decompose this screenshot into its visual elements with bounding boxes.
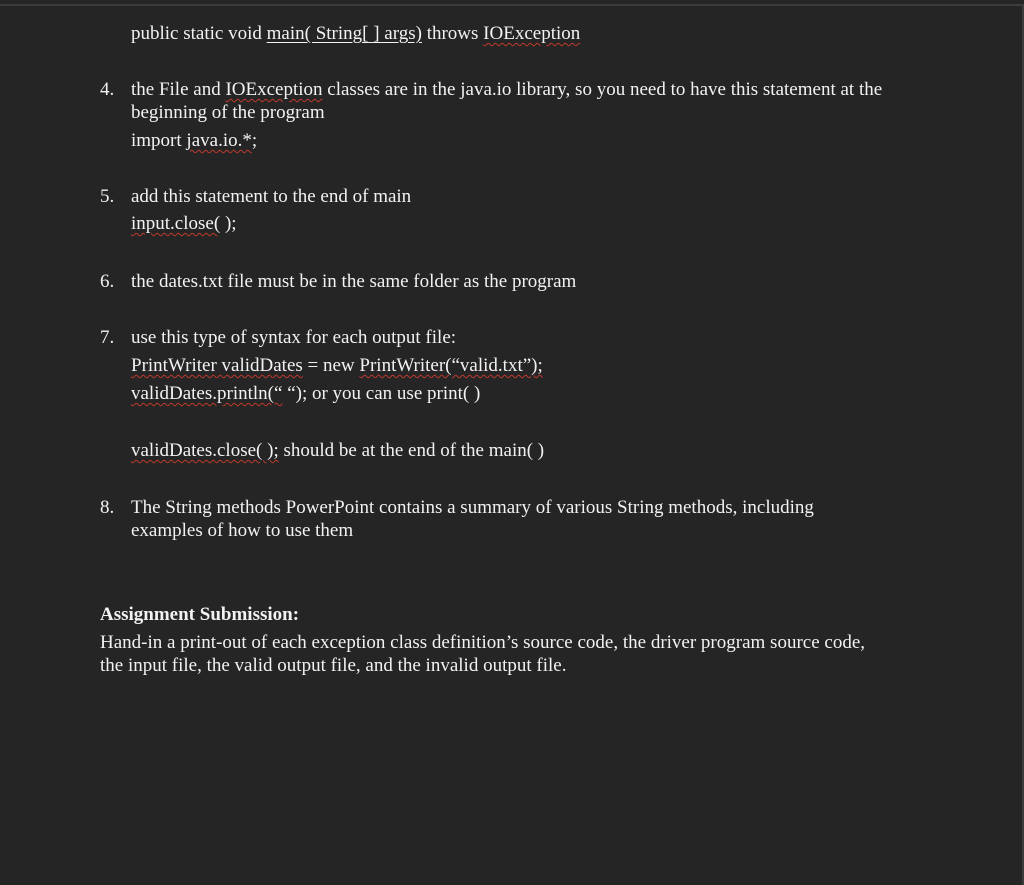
item-number-7: 7. xyxy=(100,327,115,348)
ioexception-text: IOException xyxy=(225,79,323,100)
text: ); xyxy=(220,213,237,234)
text: import xyxy=(131,130,187,151)
code-text: public static void xyxy=(131,23,267,44)
top-border xyxy=(0,4,1024,6)
text: = new xyxy=(302,355,360,376)
import-code-text: java.io.* xyxy=(186,130,252,151)
valid-close-text: validDates.close( ); xyxy=(131,440,279,461)
submission-line-1: Hand-in a print-out of each exception class definition’s source code, the driver program source code, xyxy=(100,632,866,653)
item-7-line-4 xyxy=(131,439,544,462)
item-8-line-1: The String methods PowerPoint contains a summary of various String methods, including xyxy=(131,497,814,518)
main-call-text: main( String[ ] args) xyxy=(266,23,422,44)
println-text: validDates.println(“ xyxy=(131,383,283,404)
code-text: throws xyxy=(421,23,484,44)
item-number-6: 6. xyxy=(100,271,115,292)
item-6-line-1: the dates.txt file must be in the same folder as the program xyxy=(131,271,577,292)
submission-line-2: the input file, the valid output file, and the invalid output file. xyxy=(100,655,567,676)
text: the File and xyxy=(131,79,226,100)
text: “); or you can use print( ) xyxy=(282,383,481,404)
text: ; xyxy=(251,130,258,151)
item-8-line-2: examples of how to use them xyxy=(131,520,354,541)
text: should be at the end of the main( ) xyxy=(278,440,545,461)
item-4-line-2: beginning of the program xyxy=(131,102,325,123)
item-7-line-3 xyxy=(131,382,480,405)
item-4-line-3 xyxy=(131,129,257,152)
submission-heading: Assignment Submission: xyxy=(100,604,300,625)
printwriter-new-text: PrintWriter(“valid.txt”); xyxy=(359,355,543,376)
item-5-line-1: add this statement to the end of main xyxy=(131,186,412,207)
ioexception-text: IOException xyxy=(483,23,581,44)
item-number-4: 4. xyxy=(100,79,115,100)
item-4-line-1 xyxy=(131,78,882,101)
item-7-line-1: use this type of syntax for each output file: xyxy=(131,327,457,348)
text: classes are in the java.io library, so you need to have this statement at the xyxy=(322,79,883,100)
item-7-line-2 xyxy=(131,354,543,377)
item-number-8: 8. xyxy=(100,497,115,518)
item-number-5: 5. xyxy=(100,186,115,207)
item-5-line-2 xyxy=(131,212,237,235)
input-close-text: input.close( xyxy=(131,213,221,234)
main-signature-line xyxy=(131,22,580,45)
printwriter-decl-text: PrintWriter validDates xyxy=(131,355,303,376)
